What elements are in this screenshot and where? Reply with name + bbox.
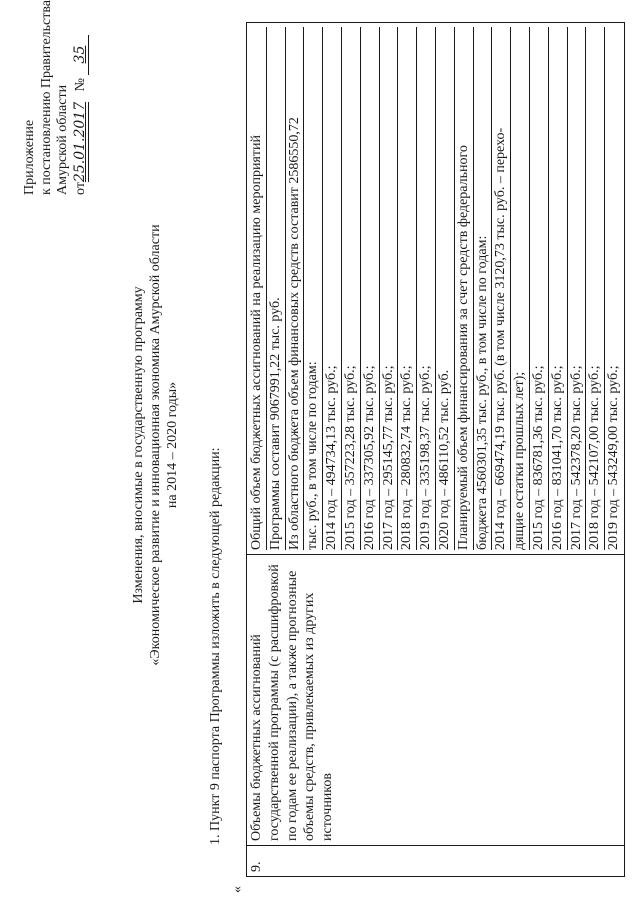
- content-line: 2016 год – 831041,70 тыс. руб.;: [549, 27, 568, 550]
- content-line: 2015 год – 357223,28 тыс. руб.;: [342, 27, 361, 550]
- content-line: 2014 год – 669474,19 тыс. руб. (в том числе 3120,73 тыс. руб. – перехо-: [492, 27, 511, 550]
- content-line: тыс. руб., в том числе по годам:: [304, 27, 323, 550]
- intro-paragraph: 1. Пункт 9 паспорта Программы изложить в следующей редакции:: [208, 447, 223, 845]
- appendix-date-number: [72, 5, 90, 195]
- appendix-header: [22, 0, 89, 195]
- content-line: Общий объем бюджетных ассигнований на реализацию мероприятий: [248, 27, 267, 550]
- content-line: 2020 год – 486110,52 тыс. руб.: [436, 27, 455, 550]
- content-line: 2019 год – 543249,00 тыс. руб.;: [606, 365, 622, 550]
- title-line-3: на 2014 – 2020 годы»: [165, 381, 180, 509]
- opening-quote: «: [230, 886, 245, 893]
- content-line: 2019 год – 335198,37 тыс. руб.;: [417, 27, 436, 550]
- document-title: [130, 215, 181, 675]
- table-row: [247, 23, 625, 877]
- content-line: Из областного бюджета объем финансовых средств составит 2586550,72: [286, 27, 305, 550]
- title-line-2: «Экономическое развитие и инновационная экономика Амурской области: [148, 224, 163, 666]
- row-number: 9.: [247, 846, 625, 877]
- content-line: 2015 год – 836781,36 тыс. руб.;: [530, 27, 549, 550]
- content-line: Планируемый объем финансирования за счет средств федерального: [455, 27, 474, 550]
- content-line: бюджета 4560301,35 тыс. руб., в том числе по годам:: [474, 27, 493, 550]
- appendix-title: Приложение: [22, 119, 37, 195]
- content-line: 2017 год – 295145,77 тыс. руб.;: [380, 27, 399, 550]
- row-label: Объемы бюджетных ассигнований государственной программы (с расшифровкой по годам ее реализации), а также прогнозные объемы средств, привлекаемых из других источников: [247, 555, 625, 846]
- handwritten-number: 35: [72, 35, 90, 75]
- content-line: 2018 год – 542107,00 тыс. руб.;: [586, 27, 605, 550]
- content-line: 2016 год – 337305,92 тыс. руб.;: [361, 27, 380, 550]
- appendix-region: Амурской области: [55, 84, 70, 195]
- content-line: 2018 год – 280832,74 тыс. руб.;: [398, 27, 417, 550]
- content-line: 2017 год – 542378,20 тыс. руб.;: [568, 27, 587, 550]
- number-prefix: №: [72, 78, 88, 92]
- handwritten-date: 25.01.2017: [71, 101, 88, 183]
- passport-table: [246, 22, 625, 877]
- content-line: 2014 год – 494734,13 тыс. руб.;: [323, 27, 342, 550]
- date-prefix: от: [72, 182, 88, 195]
- appendix-decree: к постановлению Правительства: [38, 0, 54, 195]
- content-line: дящие остатки прошлых лет);: [511, 27, 530, 550]
- title-line-1: Изменения, вносимые в государственную программу: [131, 286, 146, 604]
- row-content: [247, 23, 625, 555]
- content-line: Программы составит 9067991,22 тыс. руб.: [267, 27, 286, 550]
